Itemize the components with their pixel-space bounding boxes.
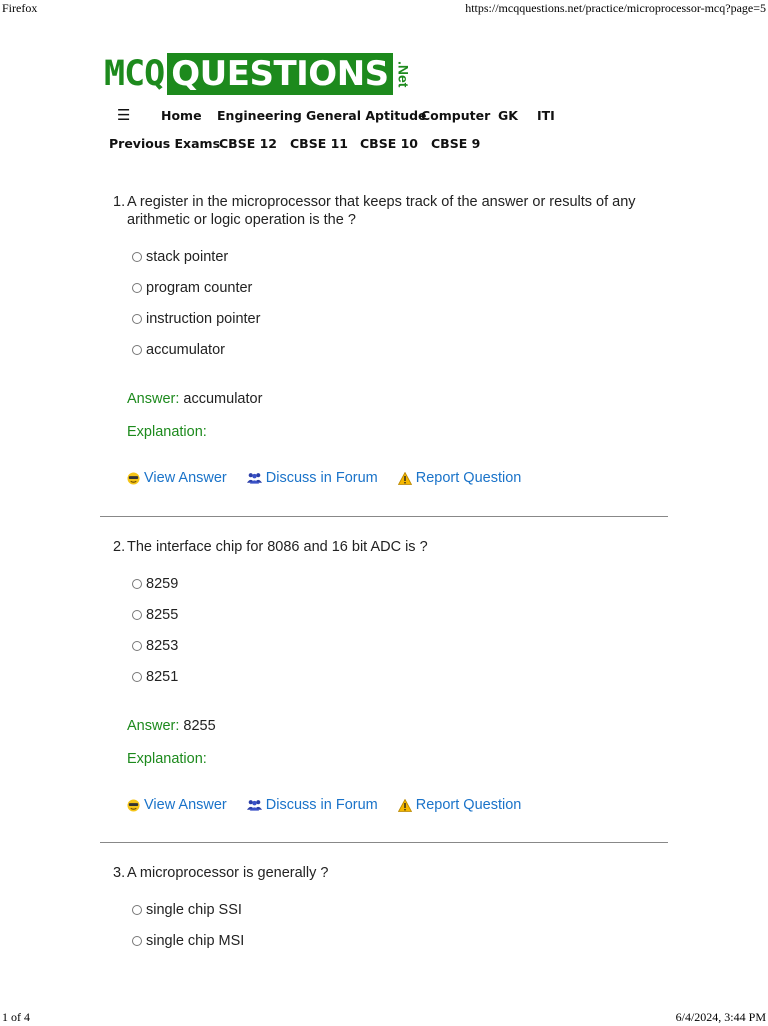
option-b[interactable] — [100, 925, 668, 956]
option-label: 8253 — [146, 637, 179, 654]
nav-general-aptitude[interactable]: General Aptitude — [306, 108, 427, 123]
answer-value: 8255 — [183, 718, 216, 734]
question-number: 1. — [113, 194, 126, 210]
option-label: program counter — [146, 279, 253, 296]
option-a[interactable] — [100, 568, 668, 599]
logo-mcq: MCQ — [104, 54, 165, 94]
question-number: 2. — [113, 539, 126, 555]
option-d[interactable] — [100, 661, 668, 692]
answer-label: Answer: — [127, 718, 180, 734]
report-question-link[interactable] — [398, 797, 522, 813]
option-a[interactable] — [100, 241, 668, 272]
option-list — [100, 894, 668, 956]
radio-button[interactable] — [132, 641, 142, 651]
radio-button[interactable] — [132, 314, 142, 324]
nav-cbse-12[interactable]: CBSE 12 — [219, 136, 277, 151]
question-body: A microprocessor is generally ? — [127, 865, 329, 881]
answer-line — [100, 389, 668, 409]
warning-icon — [398, 799, 412, 812]
option-label: single chip SSI — [146, 901, 242, 918]
option-label: instruction pointer — [146, 310, 261, 327]
logo-questions: QUESTIONS — [167, 53, 392, 95]
option-label: single chip MSI — [146, 932, 245, 949]
option-c[interactable] — [100, 303, 668, 334]
option-label: stack pointer — [146, 248, 229, 265]
question-text — [100, 864, 668, 882]
answer-value: accumulator — [183, 391, 263, 407]
question-actions — [100, 795, 668, 815]
report-label: Report Question — [415, 470, 522, 486]
nav-engineering[interactable]: Engineering — [217, 108, 302, 123]
explanation-label: Explanation: — [127, 424, 207, 440]
warning-icon — [398, 472, 412, 485]
discuss-forum-link[interactable] — [247, 797, 378, 813]
hamburger-menu-icon[interactable]: ☰ — [117, 106, 131, 124]
answer-label: Answer: — [127, 391, 180, 407]
discuss-label: Discuss in Forum — [265, 797, 378, 813]
view-answer-link[interactable] — [127, 470, 227, 486]
radio-button[interactable] — [132, 936, 142, 946]
view-answer-label: View Answer — [144, 797, 227, 813]
question-actions — [100, 468, 668, 488]
site-logo[interactable] — [104, 52, 412, 96]
question-number: 3. — [113, 865, 126, 881]
radio-button[interactable] — [132, 283, 142, 293]
question-2 — [100, 538, 668, 815]
print-datetime: 6/4/2024, 3:44 PM — [675, 1010, 766, 1024]
option-b[interactable] — [100, 599, 668, 630]
question-text — [100, 538, 668, 556]
radio-button[interactable] — [132, 252, 142, 262]
print-header — [0, 1, 768, 17]
users-group-icon — [247, 799, 262, 811]
radio-button[interactable] — [132, 610, 142, 620]
question-body: The interface chip for 8086 and 16 bit ADC is ? — [127, 539, 428, 555]
users-group-icon — [247, 472, 262, 484]
nav-gk[interactable]: GK — [498, 108, 518, 123]
radio-button[interactable] — [132, 345, 142, 355]
view-answer-link[interactable] — [127, 797, 227, 813]
nav-home[interactable]: Home — [161, 108, 202, 123]
question-1 — [100, 193, 668, 488]
nav-cbse-9[interactable]: CBSE 9 — [431, 136, 481, 151]
discuss-forum-link[interactable] — [247, 470, 378, 486]
nav-cbse-11[interactable]: CBSE 11 — [290, 136, 348, 151]
question-divider — [100, 516, 668, 517]
option-label: accumulator — [146, 341, 225, 358]
sunglasses-emoji-icon — [127, 799, 140, 812]
question-text — [100, 193, 668, 229]
option-label: 8259 — [146, 575, 179, 592]
answer-line — [100, 716, 668, 736]
sunglasses-emoji-icon — [127, 472, 140, 485]
discuss-label: Discuss in Forum — [265, 470, 378, 486]
question-3 — [100, 864, 668, 956]
radio-button[interactable] — [132, 905, 142, 915]
nav-computer[interactable]: Computer — [421, 108, 491, 123]
print-page-count: 1 of 4 — [2, 1010, 30, 1024]
option-label: 8251 — [146, 668, 179, 685]
print-url: https://mcqquestions.net/practice/microprocessor-mcq?page=5 — [465, 1, 766, 15]
view-answer-label: View Answer — [144, 470, 227, 486]
option-d[interactable] — [100, 334, 668, 365]
question-divider — [100, 842, 668, 843]
option-c[interactable] — [100, 630, 668, 661]
nav-previous-exams[interactable]: Previous Exams — [109, 136, 221, 151]
option-b[interactable] — [100, 272, 668, 303]
option-list — [100, 568, 668, 692]
nav-iti[interactable]: ITI — [537, 108, 555, 123]
nav-cbse-10[interactable]: CBSE 10 — [360, 136, 418, 151]
radio-button[interactable] — [132, 672, 142, 682]
option-label: 8255 — [146, 606, 179, 623]
logo-net: .Net — [395, 60, 412, 88]
report-question-link[interactable] — [398, 470, 522, 486]
explanation-label: Explanation: — [127, 751, 207, 767]
print-app-name: Firefox — [2, 1, 38, 15]
option-a[interactable] — [100, 894, 668, 925]
report-label: Report Question — [415, 797, 522, 813]
option-list — [100, 241, 668, 365]
question-body: A register in the microprocessor that keeps track of the answer or results of any arithmetic or logic operation is the ? — [127, 194, 636, 228]
radio-button[interactable] — [132, 579, 142, 589]
